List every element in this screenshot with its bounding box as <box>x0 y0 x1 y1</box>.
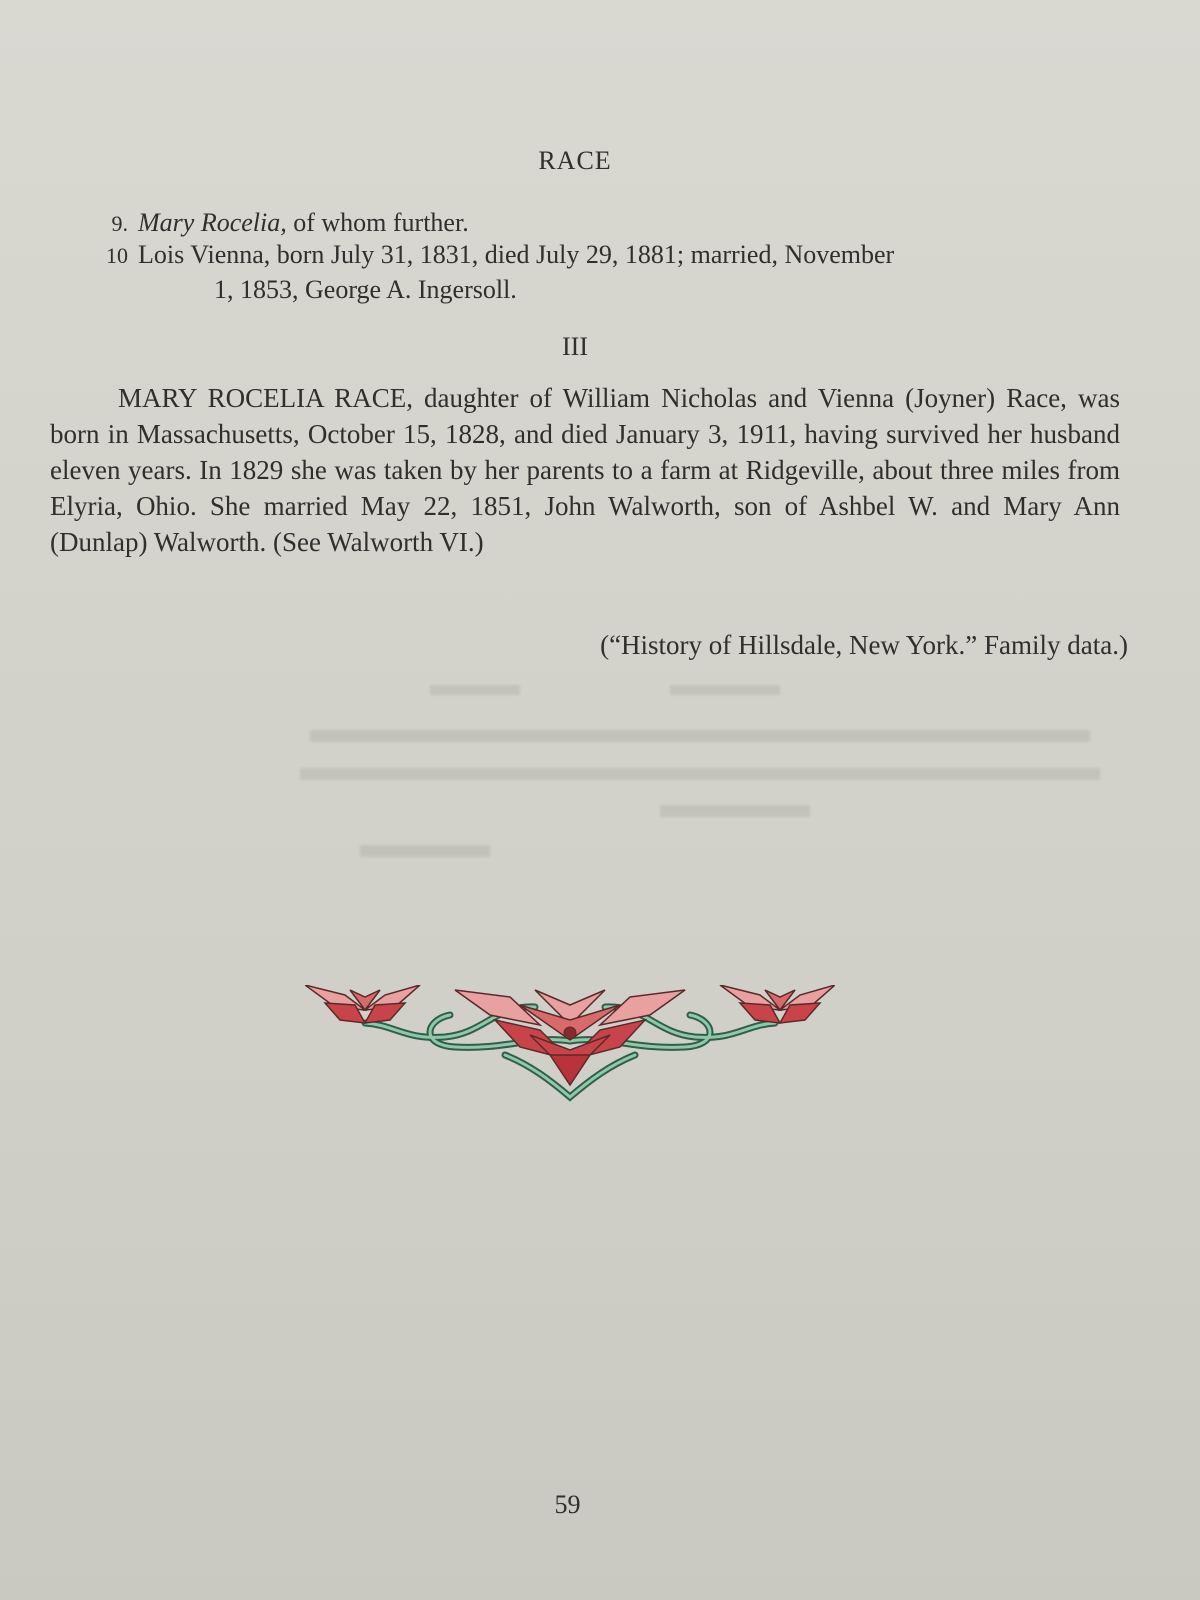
list-item-text-line1: Lois Vienna, born July 31, 1831, died July 29, 1881; married, November <box>138 240 895 269</box>
list-item-text-line2: 1, 1853, George A. Ingersoll. <box>214 275 517 304</box>
list-item-9 <box>76 206 469 241</box>
section-heading: III <box>562 332 588 361</box>
list-item-number: 9. <box>111 211 128 236</box>
list-item-number: 10 <box>106 243 128 268</box>
list-item-text: of whom further. <box>286 208 469 237</box>
floral-ornament <box>305 985 835 1115</box>
biography-paragraph: MARY ROCELIA RACE, daughter of William Nicholas and Vienna (Joyner) Race, was born in Massachusetts, October 15, 1828, and died January 3, 1911, having survived her husband eleven years. In 1829 she was taken by her parents to a farm at Ridgeville, about three miles from Elyria, Ohio. She married May 22, 1851, John Walworth, son of Ashbel W. and Mary Ann (Dunlap) Walworth. (See Walworth VI.) <box>50 383 1120 557</box>
page-number: 59 <box>554 1490 581 1519</box>
list-item-name: Mary Rocelia, <box>138 208 287 237</box>
show-through-text <box>300 680 1120 870</box>
list-item-10 <box>76 238 1116 307</box>
source-citation: (“History of Hillsdale, New York.” Family data.) <box>600 630 1128 660</box>
running-head: RACE <box>538 146 612 175</box>
